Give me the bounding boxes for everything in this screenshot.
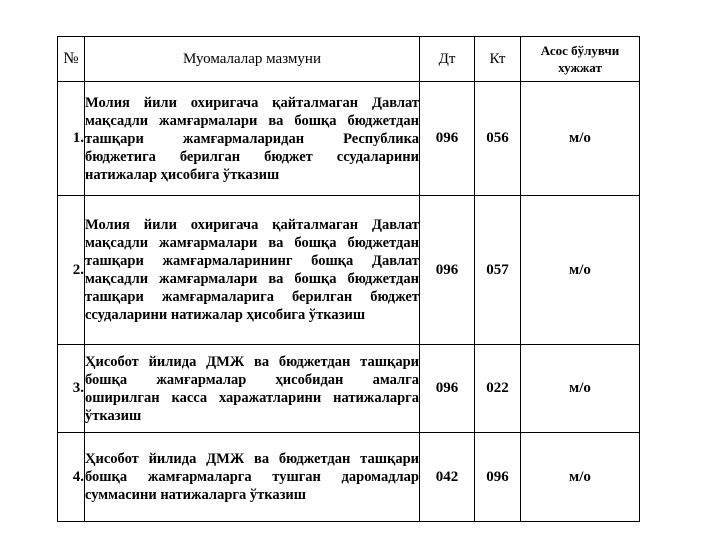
row-content: Ҳисобот йилида ДМЖ ва бюджетдан ташқари бошқа жамғармалар ҳисобидан амалга оширилган касса харажатларини натижаларга ўтказиш — [85, 345, 420, 433]
row-content: Молия йили охиригача қайталмаган Давлат мақсадли жамғармалари ва бошқа бюджетдан ташқари жамғармаларидан Республика бюджетига берилган бюджет ссудаларини натижалар ҳисобига ўтказиш — [85, 82, 420, 196]
row-debit: 096 — [420, 196, 475, 345]
row-number: 2. — [58, 196, 85, 345]
row-credit: 022 — [475, 345, 521, 433]
header-number: № — [58, 37, 85, 82]
header-credit: Кт — [475, 37, 521, 82]
row-basis-document: м/о — [521, 345, 640, 433]
table-row — [58, 82, 640, 196]
row-credit: 096 — [475, 433, 521, 522]
table-row — [58, 345, 640, 433]
transactions-table — [57, 36, 640, 522]
row-basis-document: м/о — [521, 433, 640, 522]
header-basis-document: Асос бўлувчи хужжат — [521, 37, 640, 82]
row-credit: 056 — [475, 82, 521, 196]
row-content: Молия йили охиригача қайталмаган Давлат мақсадли жамғармалари ва бошқа бюджетдан ташқари жамғармаларининг бошқа Давлат мақсадли жамғармалари ва бошқа бюджетдан ташқари жамғармаларига берилган бюджет ссудаларини натижалар ҳисобига ўтказиш — [85, 196, 420, 345]
header-content: Муомалалар мазмуни — [85, 37, 420, 82]
header-debit: Дт — [420, 37, 475, 82]
row-content: Ҳисобот йилида ДМЖ ва бюджетдан ташқари бошқа жамғармаларга тушган даромадлар суммасини натижаларга ўтказиш — [85, 433, 420, 522]
row-credit: 057 — [475, 196, 521, 345]
header-row — [58, 37, 640, 82]
row-basis-document: м/о — [521, 82, 640, 196]
row-basis-document: м/о — [521, 196, 640, 345]
table-row — [58, 433, 640, 522]
row-number: 1. — [58, 82, 85, 196]
row-number: 3. — [58, 345, 85, 433]
row-number: 4. — [58, 433, 85, 522]
table-row — [58, 196, 640, 345]
row-debit: 096 — [420, 345, 475, 433]
row-debit: 042 — [420, 433, 475, 522]
row-debit: 096 — [420, 82, 475, 196]
